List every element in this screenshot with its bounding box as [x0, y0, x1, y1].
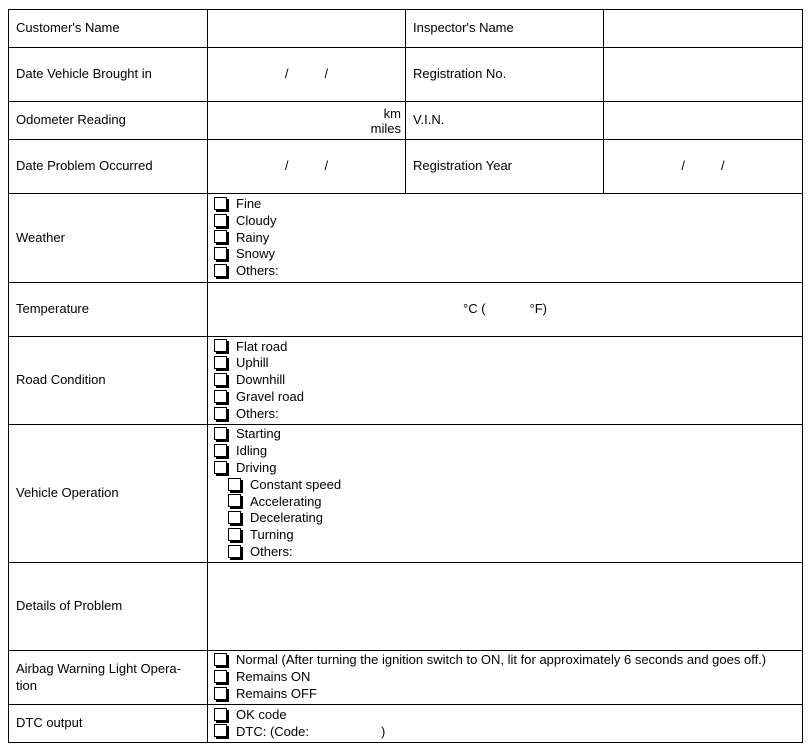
dtc-ok-option[interactable]: OK code [214, 707, 796, 724]
operation-option[interactable]: Driving [214, 460, 796, 477]
checkbox-icon[interactable] [214, 247, 227, 260]
checkbox-icon[interactable] [214, 724, 227, 737]
odometer-field[interactable] [208, 102, 406, 140]
registration-year-separators: / / [681, 158, 725, 174]
temperature-field[interactable] [208, 283, 803, 337]
odometer-label: Odometer Reading [9, 102, 208, 140]
details-label: Details of Problem [9, 563, 208, 651]
checkbox-icon[interactable] [214, 427, 227, 440]
registration-no-field[interactable] [604, 48, 803, 102]
weather-option[interactable]: Rainy [214, 230, 796, 247]
date-brought-in-separators: / / [284, 66, 329, 82]
customer-name-field[interactable] [208, 10, 406, 48]
dtc-label: DTC output [9, 705, 208, 743]
registration-year-field[interactable] [604, 140, 803, 194]
dtc-options [208, 705, 803, 743]
checkbox-icon[interactable] [214, 670, 227, 683]
inspector-name-label: Inspector's Name [406, 10, 604, 48]
airbag-option[interactable]: Remains ON [214, 669, 796, 686]
road-option[interactable]: Others: [214, 406, 796, 423]
driving-sub-option[interactable]: Decelerating [214, 510, 796, 527]
date-problem-field[interactable] [208, 140, 406, 194]
road-option[interactable]: Gravel road [214, 389, 796, 406]
driving-sub-option[interactable]: Turning [214, 527, 796, 544]
odometer-unit-km: km [383, 105, 401, 121]
checkbox-icon[interactable] [214, 407, 227, 420]
registration-no-label: Registration No. [406, 48, 604, 102]
date-brought-in-field[interactable] [208, 48, 406, 102]
checkbox-icon[interactable] [228, 528, 241, 541]
checkbox-icon[interactable] [214, 339, 227, 352]
road-condition-options [208, 337, 803, 425]
checkbox-icon[interactable] [214, 197, 227, 210]
checkbox-icon[interactable] [214, 356, 227, 369]
checkbox-icon[interactable] [228, 494, 241, 507]
vehicle-operation-label: Vehicle Operation [9, 425, 208, 563]
driving-sub-option[interactable]: Others: [214, 544, 796, 561]
operation-option[interactable]: Starting [214, 426, 796, 443]
weather-option[interactable]: Others: [214, 263, 796, 280]
road-option[interactable]: Downhill [214, 372, 796, 389]
customer-name-label: Customer's Name [9, 10, 208, 48]
checkbox-icon[interactable] [214, 373, 227, 386]
airbag-options [208, 651, 803, 705]
weather-option[interactable]: Fine [214, 196, 796, 213]
vehicle-operation-options [208, 425, 803, 563]
driving-sub-option[interactable]: Constant speed [214, 477, 796, 494]
road-condition-label: Road Condition [9, 337, 208, 425]
airbag-option[interactable]: Normal (After turning the ignition switch to ON, lit for approximately 6 seconds and goes off.) [214, 652, 796, 669]
checkbox-icon[interactable] [214, 653, 227, 666]
date-problem-label: Date Problem Occurred [9, 140, 208, 194]
fahrenheit-unit: °F) [529, 301, 547, 317]
road-option[interactable]: Uphill [214, 355, 796, 372]
road-option[interactable]: Flat road [214, 339, 796, 356]
details-field[interactable] [208, 563, 803, 651]
checkbox-icon[interactable] [214, 708, 227, 721]
checkbox-icon[interactable] [228, 545, 241, 558]
checkbox-icon[interactable] [214, 461, 227, 474]
vin-label: V.I.N. [406, 102, 604, 140]
airbag-option[interactable]: Remains OFF [214, 686, 796, 703]
operation-option[interactable]: Idling [214, 443, 796, 460]
checkbox-icon[interactable] [214, 390, 227, 403]
airbag-label: Airbag Warning Light Opera-tion [9, 651, 208, 705]
checkbox-icon[interactable] [228, 511, 241, 524]
checkbox-icon[interactable] [214, 687, 227, 700]
date-brought-in-label: Date Vehicle Brought in [9, 48, 208, 102]
weather-option[interactable]: Snowy [214, 246, 796, 263]
checkbox-icon[interactable] [214, 444, 227, 457]
driving-sub-option[interactable]: Accelerating [214, 494, 796, 511]
weather-option[interactable]: Cloudy [214, 213, 796, 230]
vin-field[interactable] [604, 102, 803, 140]
registration-year-label: Registration Year [406, 140, 604, 194]
checkbox-icon[interactable] [214, 214, 227, 227]
weather-options [208, 194, 803, 283]
odometer-unit-miles: miles [370, 120, 401, 136]
checkbox-icon[interactable] [214, 230, 227, 243]
celsius-unit: °C ( [463, 301, 486, 317]
vehicle-inspection-form [8, 9, 803, 743]
inspector-name-field[interactable] [604, 10, 803, 48]
weather-label: Weather [9, 194, 208, 283]
dtc-code-option[interactable]: DTC: (Code: ) [214, 724, 796, 741]
checkbox-icon[interactable] [214, 264, 227, 277]
checkbox-icon[interactable] [228, 478, 241, 491]
temperature-label: Temperature [9, 283, 208, 337]
date-problem-separators: / / [284, 158, 329, 174]
